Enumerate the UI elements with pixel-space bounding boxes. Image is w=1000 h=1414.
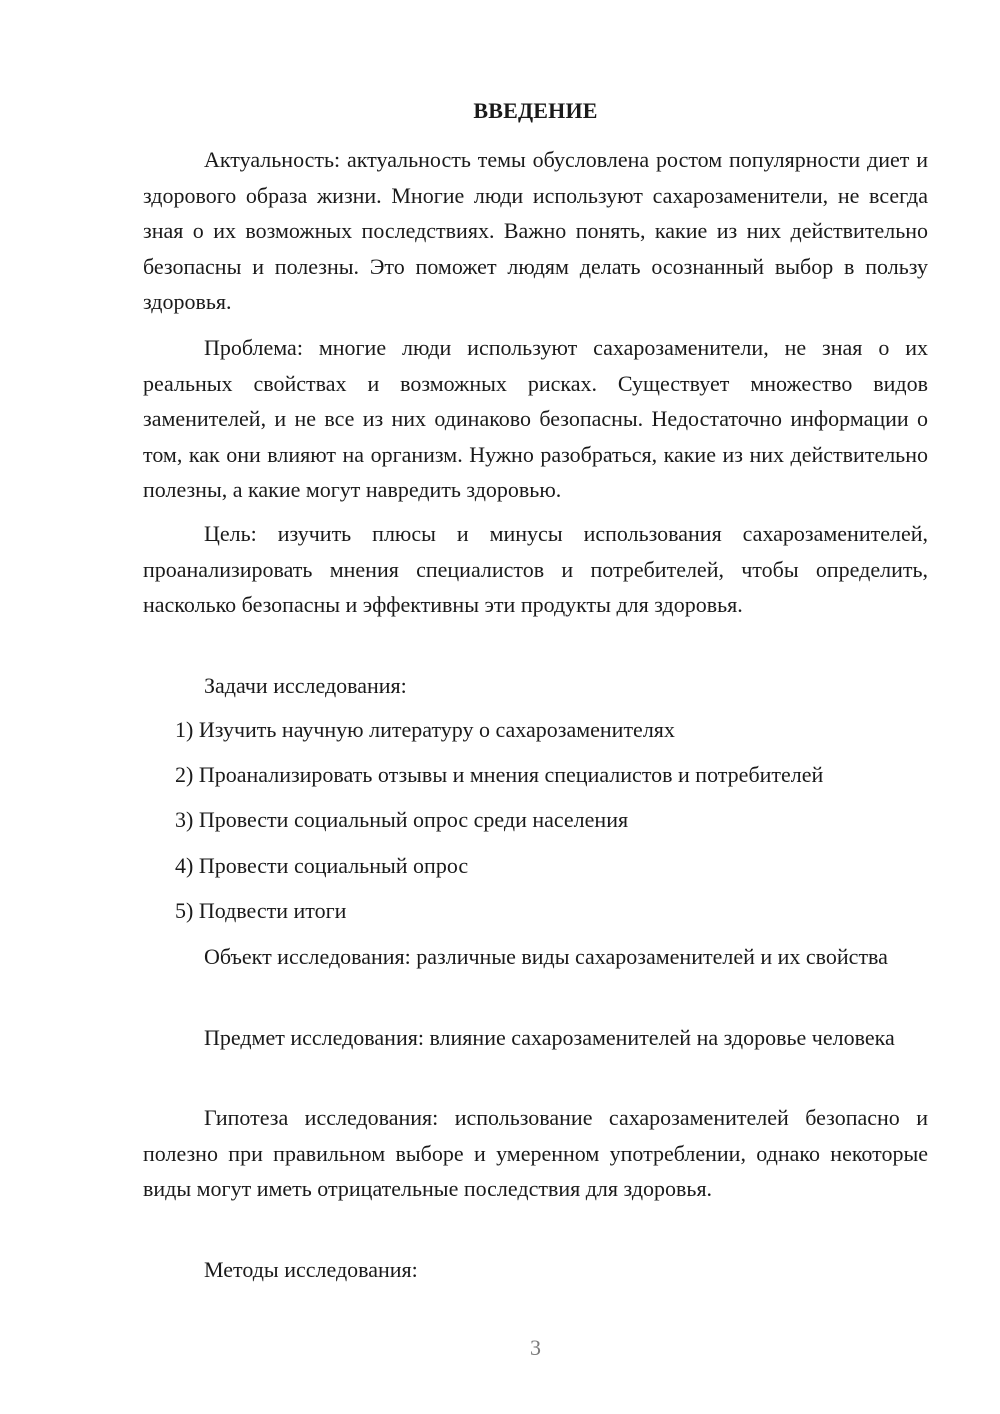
task-item: 4) Провести социальный опрос — [175, 853, 469, 878]
document-page — [143, 0, 928, 1414]
section-title: ВВЕДЕНИЕ — [473, 98, 598, 123]
tasks-heading: Задачи исследования: — [204, 673, 407, 698]
page-number: 3 — [530, 1335, 541, 1360]
object-paragraph: Объект исследования: различные виды сахарозаменителей и их свойства — [204, 944, 888, 969]
subject-paragraph: Предмет исследования: влияние сахарозаменителей на здоровье человека — [204, 1025, 895, 1050]
task-item: 2) Проанализировать отзывы и мнения специалистов и потребителей — [175, 762, 824, 787]
task-item: 1) Изучить научную литературу о сахарозаменителях — [175, 717, 675, 742]
task-item: 3) Провести социальный опрос среди населения — [175, 807, 629, 832]
problem-paragraph: Проблема: многие люди используют сахарозаменители, не зная о их реальных свойствах и возможных рисках. Существует множество видов заменителей, и не все из них одинаково безопасны. Недостаточно информации о том, как они влияют на организм. Нужно разобраться, какие из них действительно полезны, а какие могут навредить здоровью. — [143, 335, 928, 502]
goal-paragraph: Цель: изучить плюсы и минусы использования сахарозаменителей, проанализировать мнения специалистов и потребителей, чтобы определить, насколько безопасны и эффективны эти продукты для здоровья. — [143, 521, 928, 617]
methods-heading: Методы исследования: — [204, 1257, 418, 1282]
hypothesis-paragraph: Гипотеза исследования: использование сахарозаменителей безопасно и полезно при правильном выборе и умеренном употреблении, однако некоторые виды могут иметь отрицательные последствия для здоровья. — [143, 1105, 928, 1201]
relevance-paragraph: Актуальность: актуальность темы обусловлена ростом популярности диет и здорового образа жизни. Многие люди используют сахарозаменители, не всегда зная о их возможных последствиях. Важно понять, какие из них действительно безопасны и полезны. Это поможет людям делать осознанный выбор в пользу здоровья. — [143, 147, 928, 314]
task-item: 5) Подвести итоги — [175, 898, 347, 923]
